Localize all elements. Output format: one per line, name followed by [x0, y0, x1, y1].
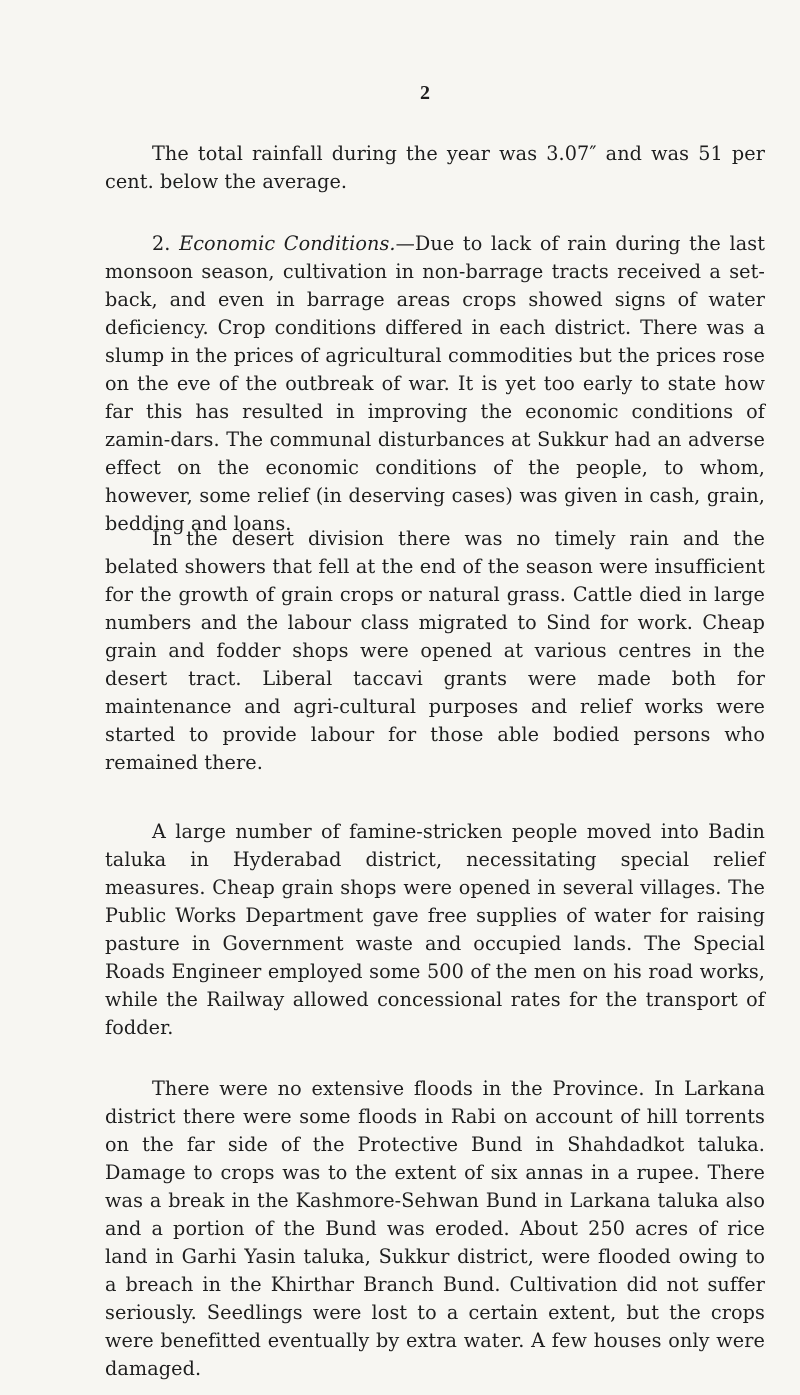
paragraph-economic-body: —Due to lack of rain during the last monsoon season, cultivation in non-barrage tracts received a set-back, and even in barrage areas crops showed signs of water deficiency. Crop conditions differed in each district. There was a slump in the prices of agricultural commodities but the prices rose on the eve of the outbreak of war. It is yet too early to state how far this has resulted in improving the economic conditions of zamin-dars. The communal disturbances at Sukkur had an adverse effect on the economic conditions of the people, to whom, however, some relief (in deserving cases) was given in cash, grain, bedding and loans.: [105, 232, 766, 535]
paragraph-famine-relief: A large number of famine-stricken people moved into Badin taluka in Hyderabad district, necessitating special relief measures. Cheap grain shops were opened in several villages. The Public Works Department gave free supplies of water for raising pasture in Government waste and occupied lands. The Special Roads Engineer employed some 500 of the men on his road works, while the Railway allowed concessional rates for the transport of fodder.: [105, 820, 765, 1039]
paragraph-economic-conditions: [105, 230, 765, 538]
page-number: 2: [420, 82, 430, 104]
section-number: 2.: [152, 232, 171, 255]
paragraph-desert-division: In the desert division there was no timely rain and the belated showers that fell at the end of the season were insufficient for the growth of grain crops or natural grass. Cattle died in large numbers and the labour class migrated to Sind for work. Cheap grain and fodder shops were opened at various centres in the desert tract. Liberal taccavi grants were made both for maintenance and agri-cultural purposes and relief works were started to provide labour for those able bodied persons who remained there.: [105, 527, 765, 774]
paragraph-floods: There were no extensive floods in the Province. In Larkana district there were some floods in Rabi on account of hill torrents on the far side of the Protective Bund in Shahdadkot taluka. Damage to crops was to the extent of six annas in a rupee. There was a break in the Kashmore-Sehwan Bund in Larkana taluka also and a portion of the Bund was eroded. About 250 acres of rice land in Garhi Yasin taluka, Sukkur district, were flooded owing to a breach in the Khirthar Branch Bund. Cultivation did not suffer seriously. Seedlings were lost to a certain extent, but the crops were benefitted eventually by extra water. A few houses only were damaged.: [105, 1077, 765, 1380]
paragraph-rainfall: The total rainfall during the year was 3.07″ and was 51 per cent. below the average.: [105, 142, 765, 193]
section-heading: Economic Conditions.: [179, 232, 396, 255]
